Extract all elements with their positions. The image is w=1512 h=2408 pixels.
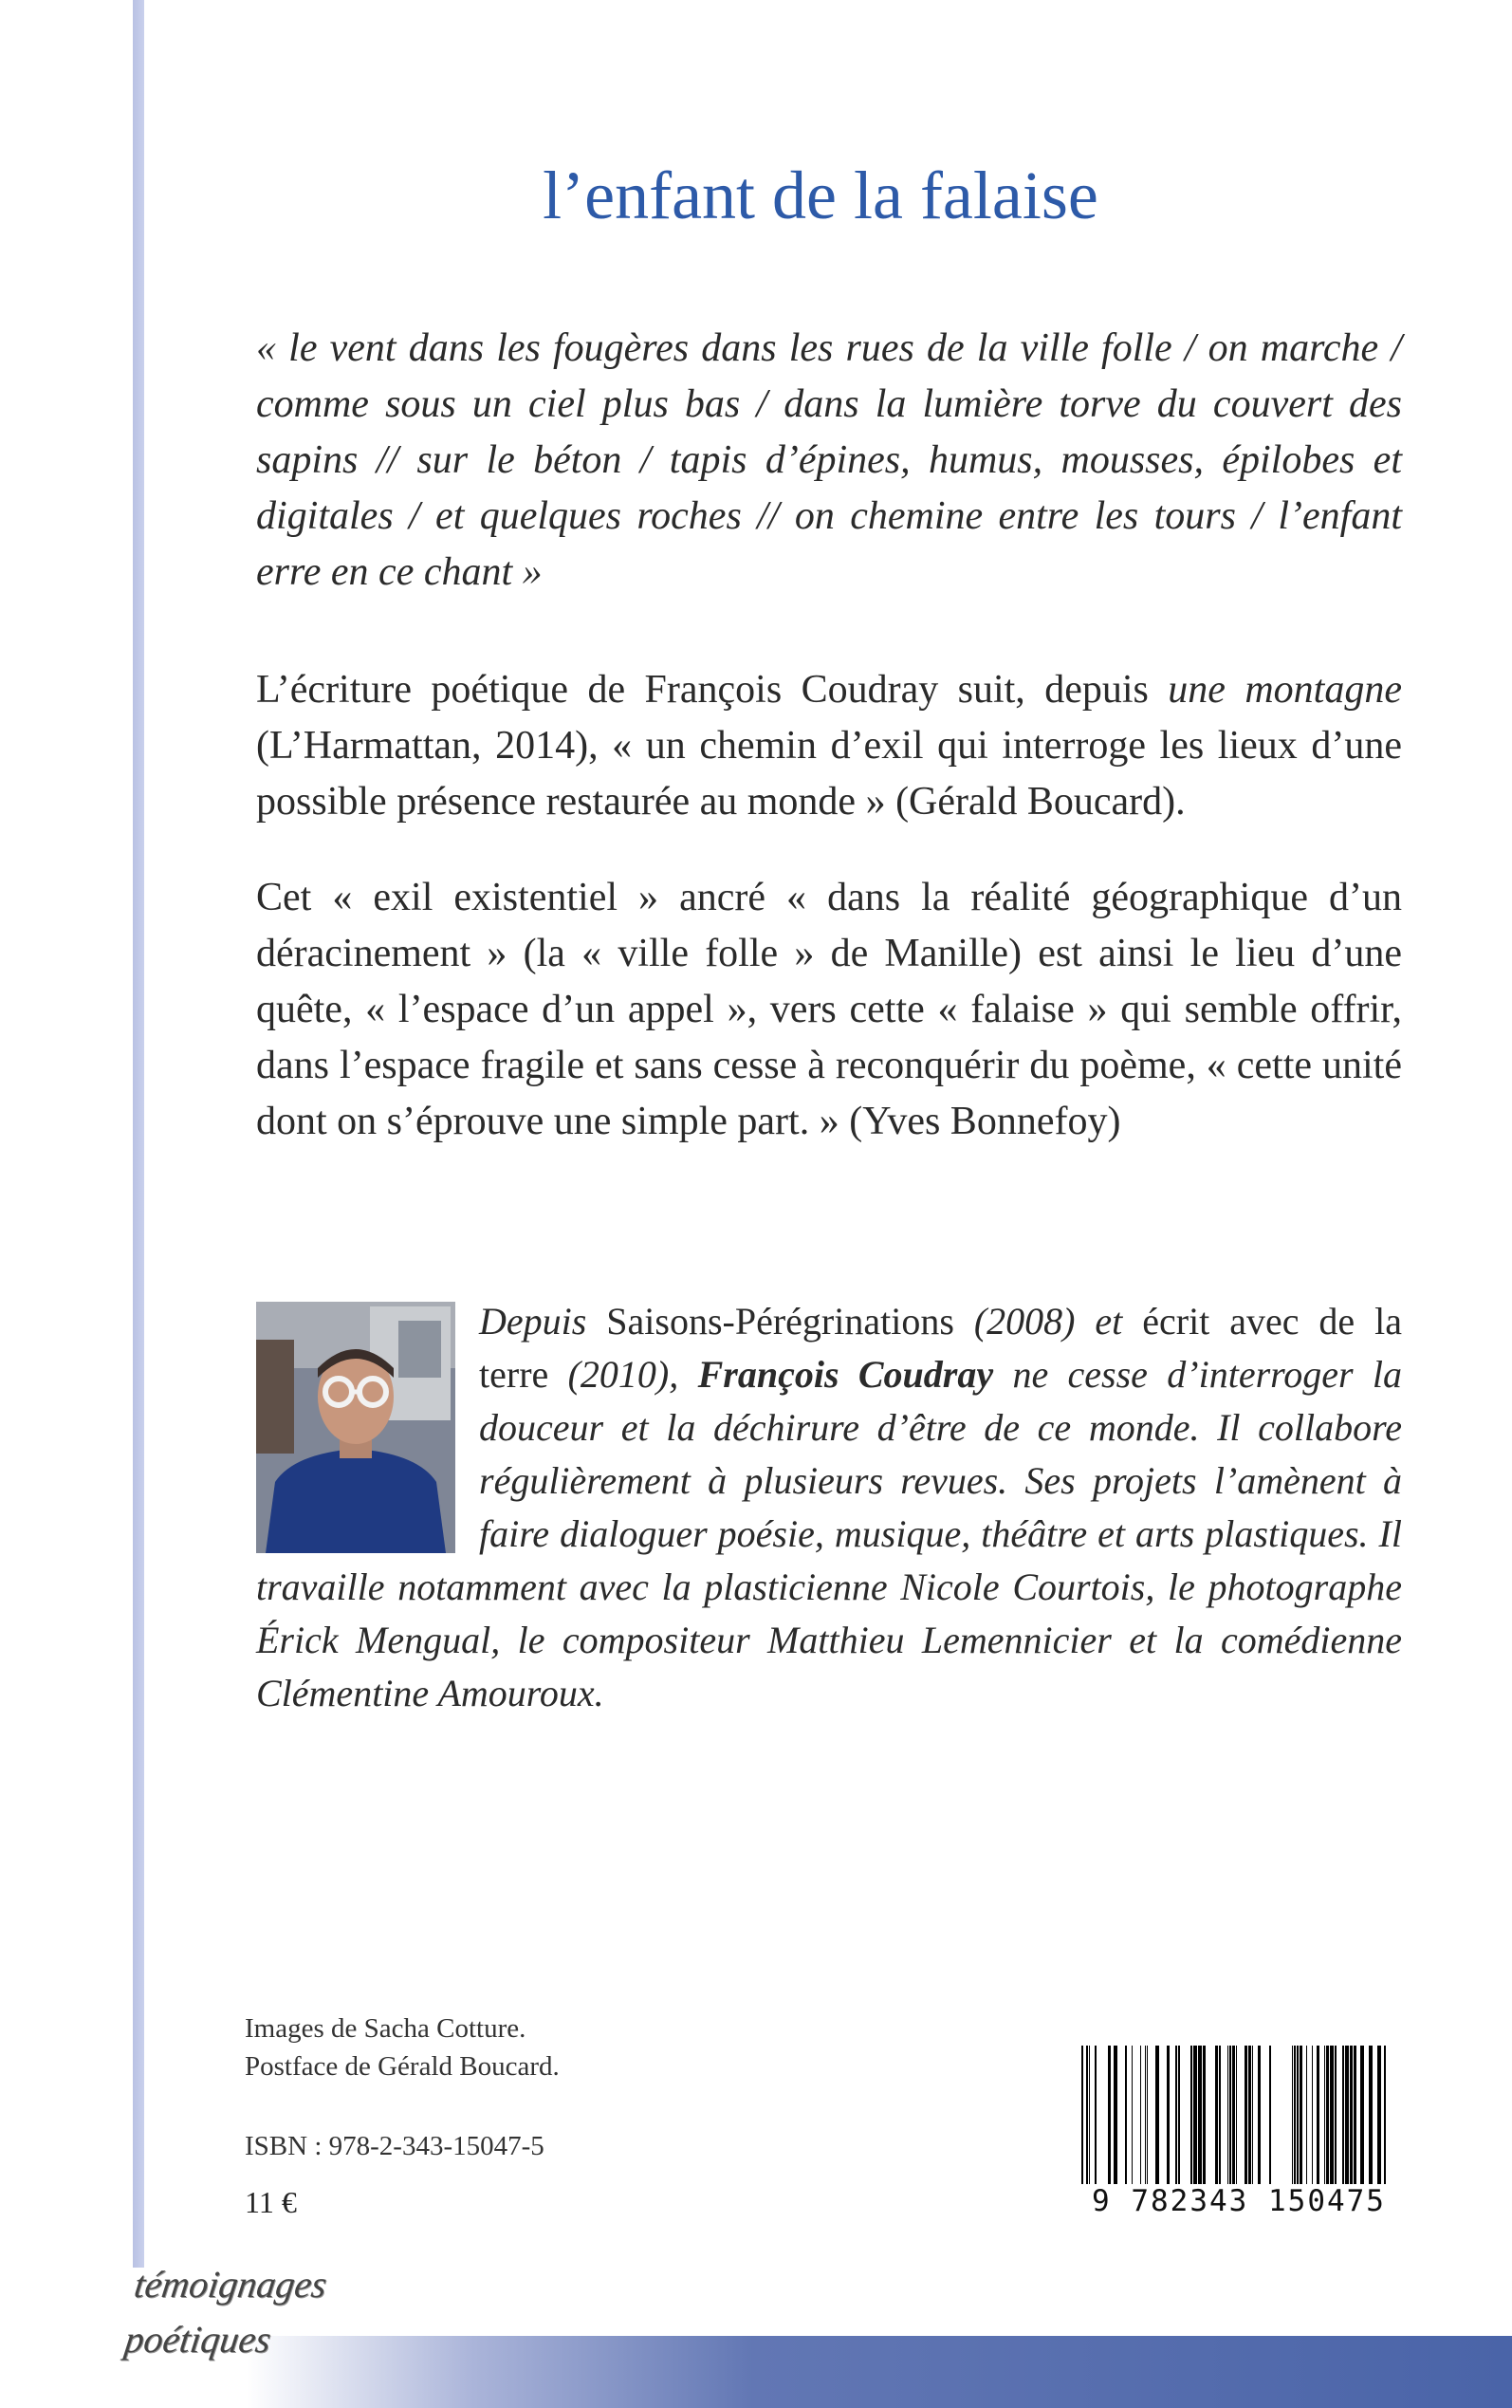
series-logo-line-2: poétiques bbox=[121, 2318, 274, 2361]
credits-images: Images de Sacha Cotture. bbox=[245, 2013, 526, 2044]
description-paragraph-1 bbox=[256, 662, 1402, 830]
bio-text-4: ne cesse d’interroger la douceur et la déchirure d’être de ce monde. Il collabore régulièrement à plusieurs revues. Ses projets l’amènent à faire dialoguer poésie, musique, théâtre et arts plastiques. Il travaille notamment avec la plasticienne Nicole Courtois, le photographe Érick Mengual, le compositeur Matthieu Lemennicier et la comédienne Clémentine Amouroux. bbox=[256, 1353, 1403, 1714]
price: 11 € bbox=[245, 2185, 297, 2219]
isbn: ISBN : 978-2-343-15047-5 bbox=[245, 2131, 544, 2161]
description-paragraph-2: Cet « exil existentiel » ancré « dans la réalité géographique d’un déracinement » (la « ville folle » de Manille) est ainsi le lieu d’une quête, « l’espace d’un appel », vers cette « falaise » qui semble offrir, dans l’espace fragile et sans cesse à reconquérir du poème, « cette unité dont on s’éprouve une simple part. » (Yves Bonnefoy) bbox=[256, 876, 1402, 1143]
left-margin-rule bbox=[133, 0, 144, 2268]
bio-book-2: écrit avec de la terre bbox=[479, 1300, 1402, 1396]
para2-title-italic: une montagne bbox=[1168, 668, 1402, 712]
excerpt-quote: « le vent dans les fougères dans les rues de la ville folle / on marche / comme sous un ciel plus bas / dans la lumière torve du couvert des sapins // sur le béton / tapis d’épines, humus, mousses, épilobes et digitales / et quelques roches // on chemine entre les tours / l’enfant erre en ce chant » bbox=[256, 326, 1402, 594]
bio-text-2: (2008) et bbox=[953, 1300, 1143, 1343]
para2-text-1: L’écriture poétique de François Coudray suit, depuis bbox=[256, 668, 1169, 712]
para2-text-2: (L’Harmattan, 2014), « un chemin d’exil qui interroge les lieux d’une possible présence restaurée au monde » (Gérald Boucard). bbox=[256, 724, 1402, 824]
credits-postface: Postface de Gérald Boucard. bbox=[245, 2051, 560, 2082]
author-bio bbox=[256, 1295, 1402, 1720]
credits bbox=[245, 2010, 560, 2085]
barcode-digits: 9 782343 150475 bbox=[1076, 2184, 1402, 2218]
bio-text-1: Depuis bbox=[479, 1300, 607, 1343]
bottom-color-band bbox=[247, 2336, 1512, 2408]
series-logo-line-1: témoignages bbox=[131, 2263, 330, 2306]
bio-author-name: François Coudray bbox=[697, 1353, 994, 1396]
bio-text-3: (2010), bbox=[548, 1353, 698, 1396]
bio-book-1: Saisons-Pérégrinations bbox=[606, 1300, 954, 1343]
book-title: l’enfant de la falaise bbox=[543, 157, 1098, 233]
photo-float-space bbox=[256, 1295, 479, 1561]
